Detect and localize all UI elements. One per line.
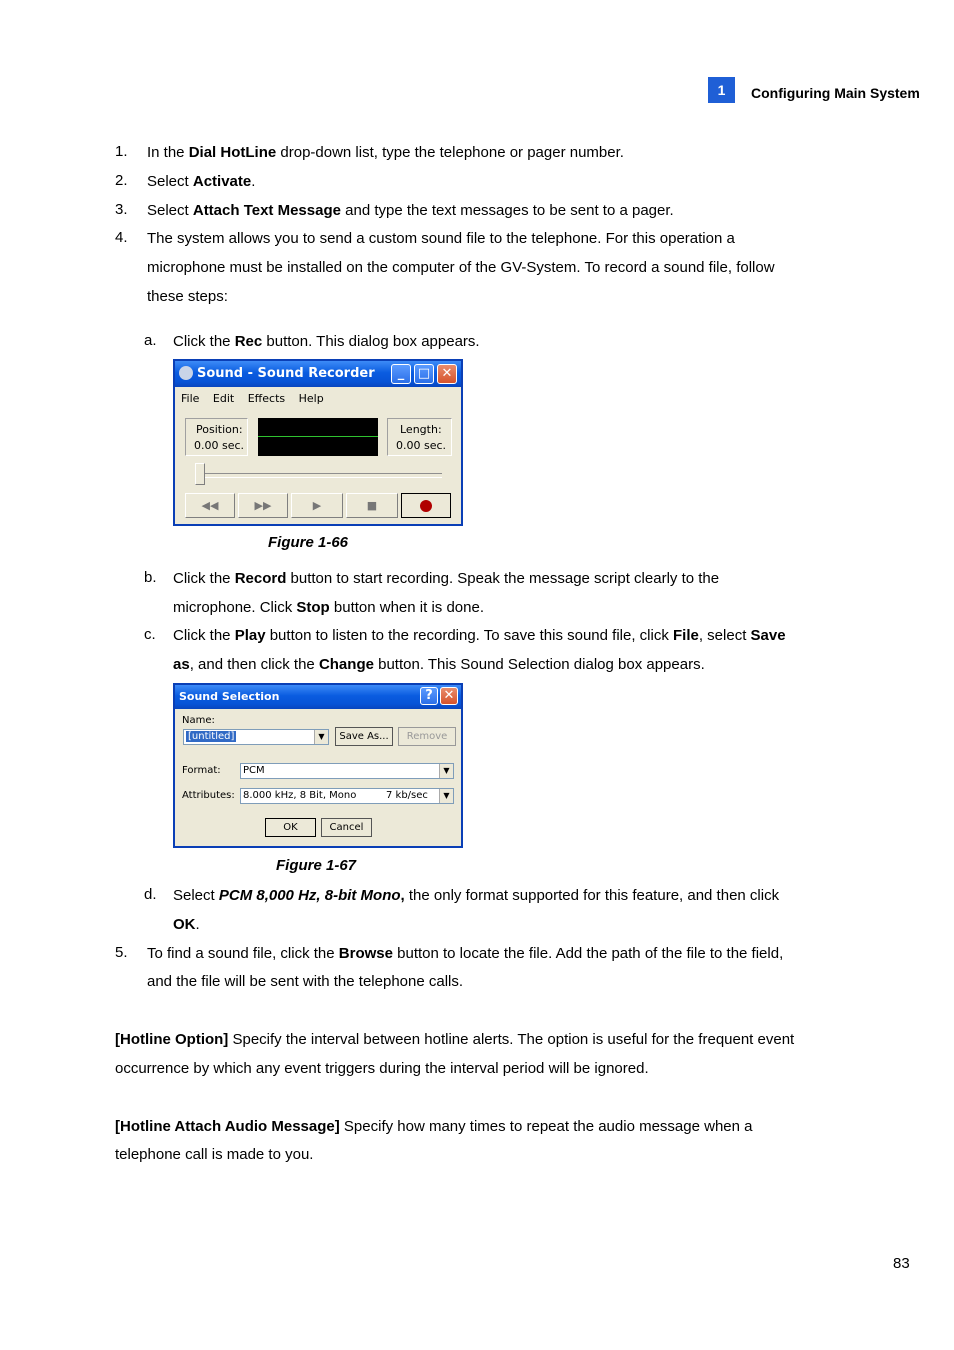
sound-selection-dialog xyxy=(173,683,463,848)
waveform-display xyxy=(258,418,378,456)
sound-selection-titlebar xyxy=(175,685,461,709)
fast-forward-icon: ▶▶ xyxy=(254,499,272,512)
step-number: 2. xyxy=(115,172,128,189)
substep-d-line-1: Select PCM 8,000 Hz, 8-bit Mono, the only format supported for this feature, and then click xyxy=(173,887,780,904)
hotline-audio-line-1: [Hotline Attach Audio Message] Specify how many times to repeat the audio message when a xyxy=(115,1118,753,1135)
step-4-line-2: microphone must be installed on the computer of the GV-System. To record a sound file, follow xyxy=(147,259,775,276)
format-label: Format: xyxy=(182,765,221,776)
step-number: 1. xyxy=(115,143,128,160)
position-box xyxy=(185,418,248,456)
waveform-line xyxy=(258,436,378,437)
chapter-title: Configuring Main System xyxy=(751,85,920,101)
step-2-text: Select Activate. xyxy=(147,173,256,190)
rewind-icon: ◀◀ xyxy=(201,499,219,512)
step-5-line-1: To find a sound file, click the Browse button to locate the file. Add the path of the file to the field, xyxy=(147,945,784,962)
substep-label: c. xyxy=(144,626,156,643)
menu-bar xyxy=(181,392,334,405)
step-4-line-3: these steps: xyxy=(147,288,228,305)
menu-effects[interactable]: Effects xyxy=(247,392,286,405)
window-title: Sound - Sound Recorder xyxy=(197,366,375,381)
menu-edit[interactable]: Edit xyxy=(212,392,235,405)
chapter-number-badge: 1 xyxy=(708,77,735,103)
dialog-title: Sound Selection xyxy=(179,690,280,703)
attributes-combobox[interactable] xyxy=(240,788,454,804)
minimize-icon[interactable]: _ xyxy=(391,364,411,384)
substep-d-line-2: OK. xyxy=(173,916,200,933)
attributes-rate: 7 kb/sec xyxy=(386,790,428,801)
attributes-value: 8.000 kHz, 8 Bit, Mono xyxy=(243,790,357,801)
step-3-text: Select Attach Text Message and type the text messages to be sent to a pager. xyxy=(147,202,674,219)
record-button[interactable] xyxy=(401,493,451,518)
name-value: [untitled] xyxy=(188,731,235,742)
hotline-audio-line-2: telephone call is made to you. xyxy=(115,1146,314,1163)
play-icon: ▶ xyxy=(312,499,322,512)
ok-button[interactable]: OK xyxy=(265,818,316,837)
step-4-line-1: The system allows you to send a custom sound file to the telephone. For this operation a xyxy=(147,230,735,247)
page-number: 83 xyxy=(893,1255,910,1272)
hotline-option-line-1: [Hotline Option] Specify the interval between hotline alerts. The option is useful for the frequent event xyxy=(115,1031,795,1048)
substep-b-line-1: Click the Record button to start recording. Speak the message script clearly to the xyxy=(173,570,720,587)
slider-thumb[interactable] xyxy=(195,463,205,485)
length-value: 0.00 sec. xyxy=(396,439,447,452)
close-icon[interactable]: ✕ xyxy=(440,687,458,705)
play-button[interactable] xyxy=(291,493,343,518)
close-icon[interactable]: ✕ xyxy=(437,364,457,384)
stop-icon: ■ xyxy=(366,499,378,512)
step-5-line-2: and the file will be sent with the telephone calls. xyxy=(147,973,464,990)
step-number: 4. xyxy=(115,229,128,246)
name-label: Name: xyxy=(182,715,215,726)
chevron-down-icon[interactable]: ▼ xyxy=(439,764,453,778)
sound-recorder-window xyxy=(173,359,463,526)
length-label: Length: xyxy=(400,423,442,436)
chevron-down-icon[interactable]: ▼ xyxy=(439,789,453,803)
substep-c-line-1: Click the Play button to listen to the recording. To save this sound file, click File, select Save xyxy=(173,627,786,644)
remove-button[interactable]: Remove xyxy=(398,727,456,746)
cancel-button[interactable]: Cancel xyxy=(321,818,372,837)
menu-help[interactable]: Help xyxy=(298,392,324,405)
menu-file[interactable]: File xyxy=(181,392,200,405)
format-value: PCM xyxy=(243,765,265,776)
position-value: 0.00 sec. xyxy=(194,439,245,452)
hotline-option-line-2: occurrence by which any event triggers during the interval period will be ignored. xyxy=(115,1060,649,1077)
stop-button[interactable] xyxy=(346,493,398,518)
attributes-label: Attributes: xyxy=(182,790,235,801)
step-1-text: In the Dial HotLine drop-down list, type the telephone or pager number. xyxy=(147,144,624,161)
help-icon[interactable]: ? xyxy=(420,687,438,705)
record-icon xyxy=(420,500,432,512)
substep-c-line-2: as, and then click the Change button. This Sound Selection dialog box appears. xyxy=(173,656,705,673)
maximize-icon[interactable]: □ xyxy=(414,364,434,384)
position-label: Position: xyxy=(196,423,243,436)
substep-b-line-2: microphone. Click Stop button when it is done. xyxy=(173,599,484,616)
substep-a-text: Click the Rec button. This dialog box appears. xyxy=(173,333,480,350)
step-number: 5. xyxy=(115,944,128,961)
speaker-icon xyxy=(179,366,193,380)
position-slider-track[interactable] xyxy=(197,473,442,478)
sound-recorder-titlebar xyxy=(175,361,461,387)
substep-label: d. xyxy=(144,886,157,903)
format-combobox[interactable] xyxy=(240,763,454,779)
figure-1-66-caption: Figure 1-66 xyxy=(268,534,349,551)
length-box xyxy=(387,418,452,456)
seek-start-button[interactable] xyxy=(185,493,235,518)
save-as-button[interactable]: Save As... xyxy=(335,727,393,746)
substep-label: b. xyxy=(144,569,157,586)
step-number: 3. xyxy=(115,201,128,218)
figure-1-67-caption: Figure 1-67 xyxy=(276,857,357,874)
name-combobox[interactable] xyxy=(183,729,329,745)
seek-end-button[interactable] xyxy=(238,493,288,518)
substep-label: a. xyxy=(144,332,157,349)
chevron-down-icon[interactable]: ▼ xyxy=(314,730,328,744)
